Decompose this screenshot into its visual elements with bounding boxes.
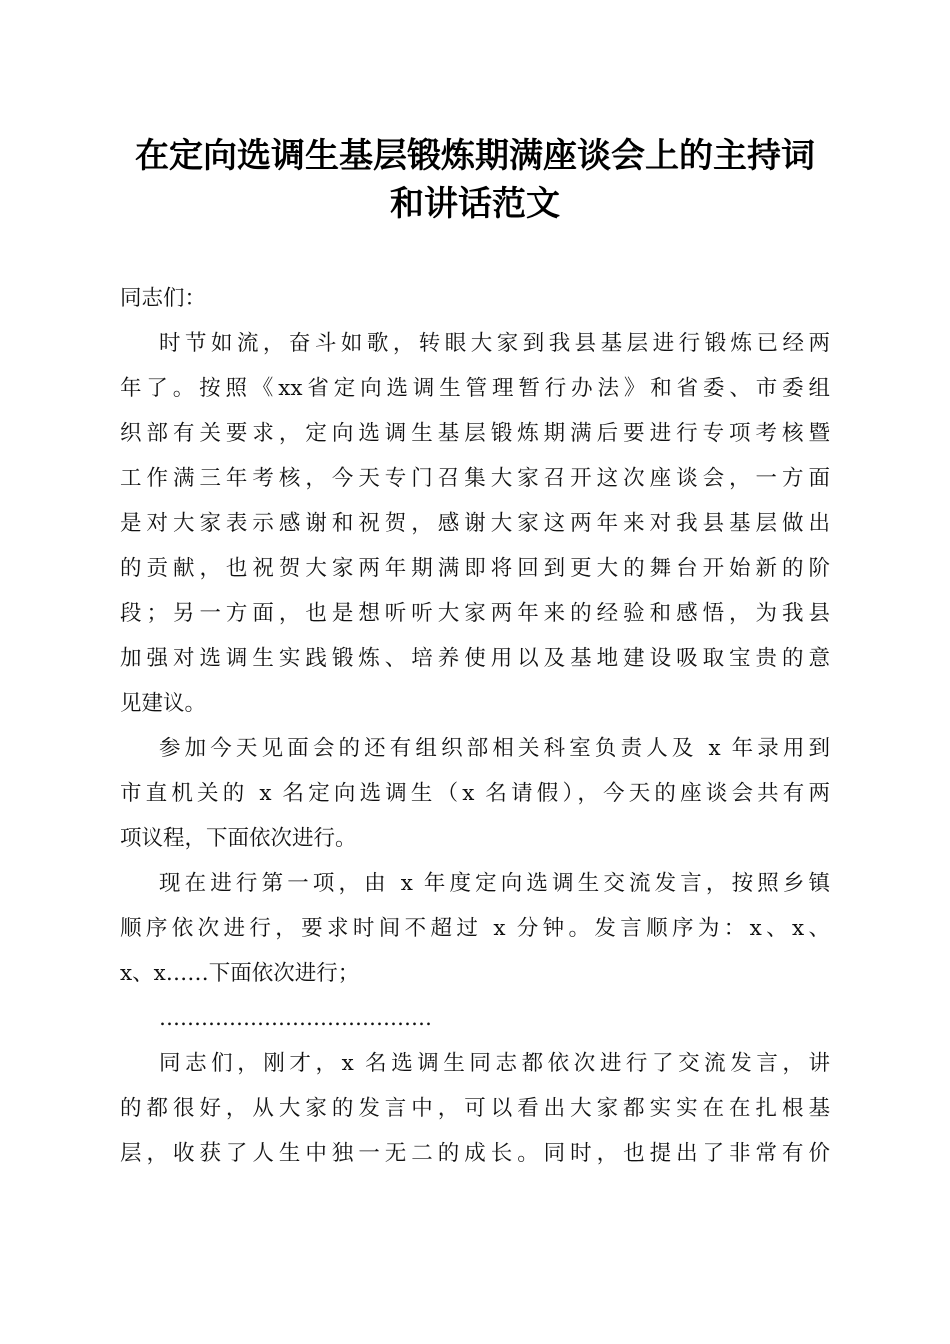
paragraph-line: 见建议。 (120, 691, 207, 716)
paragraph-line: 年了。按照《xx省定向选调生管理暂行办法》和省委、市委组 (120, 376, 830, 401)
paragraph-line: 织部有关要求，定向选调生基层锻炼期满后要进行专项考核暨 (120, 421, 830, 446)
paragraph-line: 现在进行第一项，由 x 年度定向选调生交流发言，按照乡镇 (159, 871, 830, 896)
paragraph-line: 参加今天见面会的还有组织部相关科室负责人及 x 年录用到 (159, 736, 830, 761)
paragraph-line: 段；另一方面，也是想听听大家两年来的经验和感悟，为我县 (120, 601, 830, 626)
greeting: 同志们： (120, 286, 207, 311)
paragraph-line: 顺序依次进行，要求时间不超过 x 分钟。发言顺序为：x、x、 (120, 916, 830, 941)
paragraph-line: 的贡献，也祝贺大家两年期满即将回到更大的舞台开始新的阶 (120, 556, 830, 581)
paragraph-line: x、x……下面依次进行； (120, 961, 360, 986)
paragraph-line: 时节如流，奋斗如歌，转眼大家到我县基层进行锻炼已经两 (159, 331, 830, 356)
closing-paragraph (120, 1041, 830, 1176)
paragraph-line: 的都很好，从大家的发言中，可以看出大家都实实在在扎根基 (120, 1096, 830, 1121)
paragraph-3 (120, 861, 830, 996)
document-title (100, 132, 850, 228)
title-line-1: 在定向选调生基层锻炼期满座谈会上的主持词 (135, 136, 815, 176)
paragraph-line: 是对大家表示感谢和祝贺，感谢大家这两年来对我县基层做出 (120, 511, 830, 536)
paragraph-line: 市直机关的 x 名定向选调生（x 名请假），今天的座谈会共有两 (120, 781, 830, 806)
paragraph-line: 加强对选调生实践锻炼、培养使用以及基地建设吸取宝贵的意 (120, 646, 830, 671)
paragraph-line: 工作满三年考核，今天专门召集大家召开这次座谈会，一方面 (120, 466, 830, 491)
document-body (120, 276, 830, 1176)
ellipsis-separator: ………………………………… (159, 1006, 432, 1030)
paragraph-line: 项议程，下面依次进行。 (120, 826, 357, 851)
title-line-2: 和讲话范文 (390, 184, 560, 224)
paragraph-1 (120, 321, 830, 726)
paragraph-line: 同志们，刚才，x 名选调生同志都依次进行了交流发言，讲 (159, 1051, 830, 1076)
paragraph-line: 层，收获了人生中独一无二的成长。同时，也提出了非常有价 (120, 1141, 830, 1166)
paragraph-2 (120, 726, 830, 861)
